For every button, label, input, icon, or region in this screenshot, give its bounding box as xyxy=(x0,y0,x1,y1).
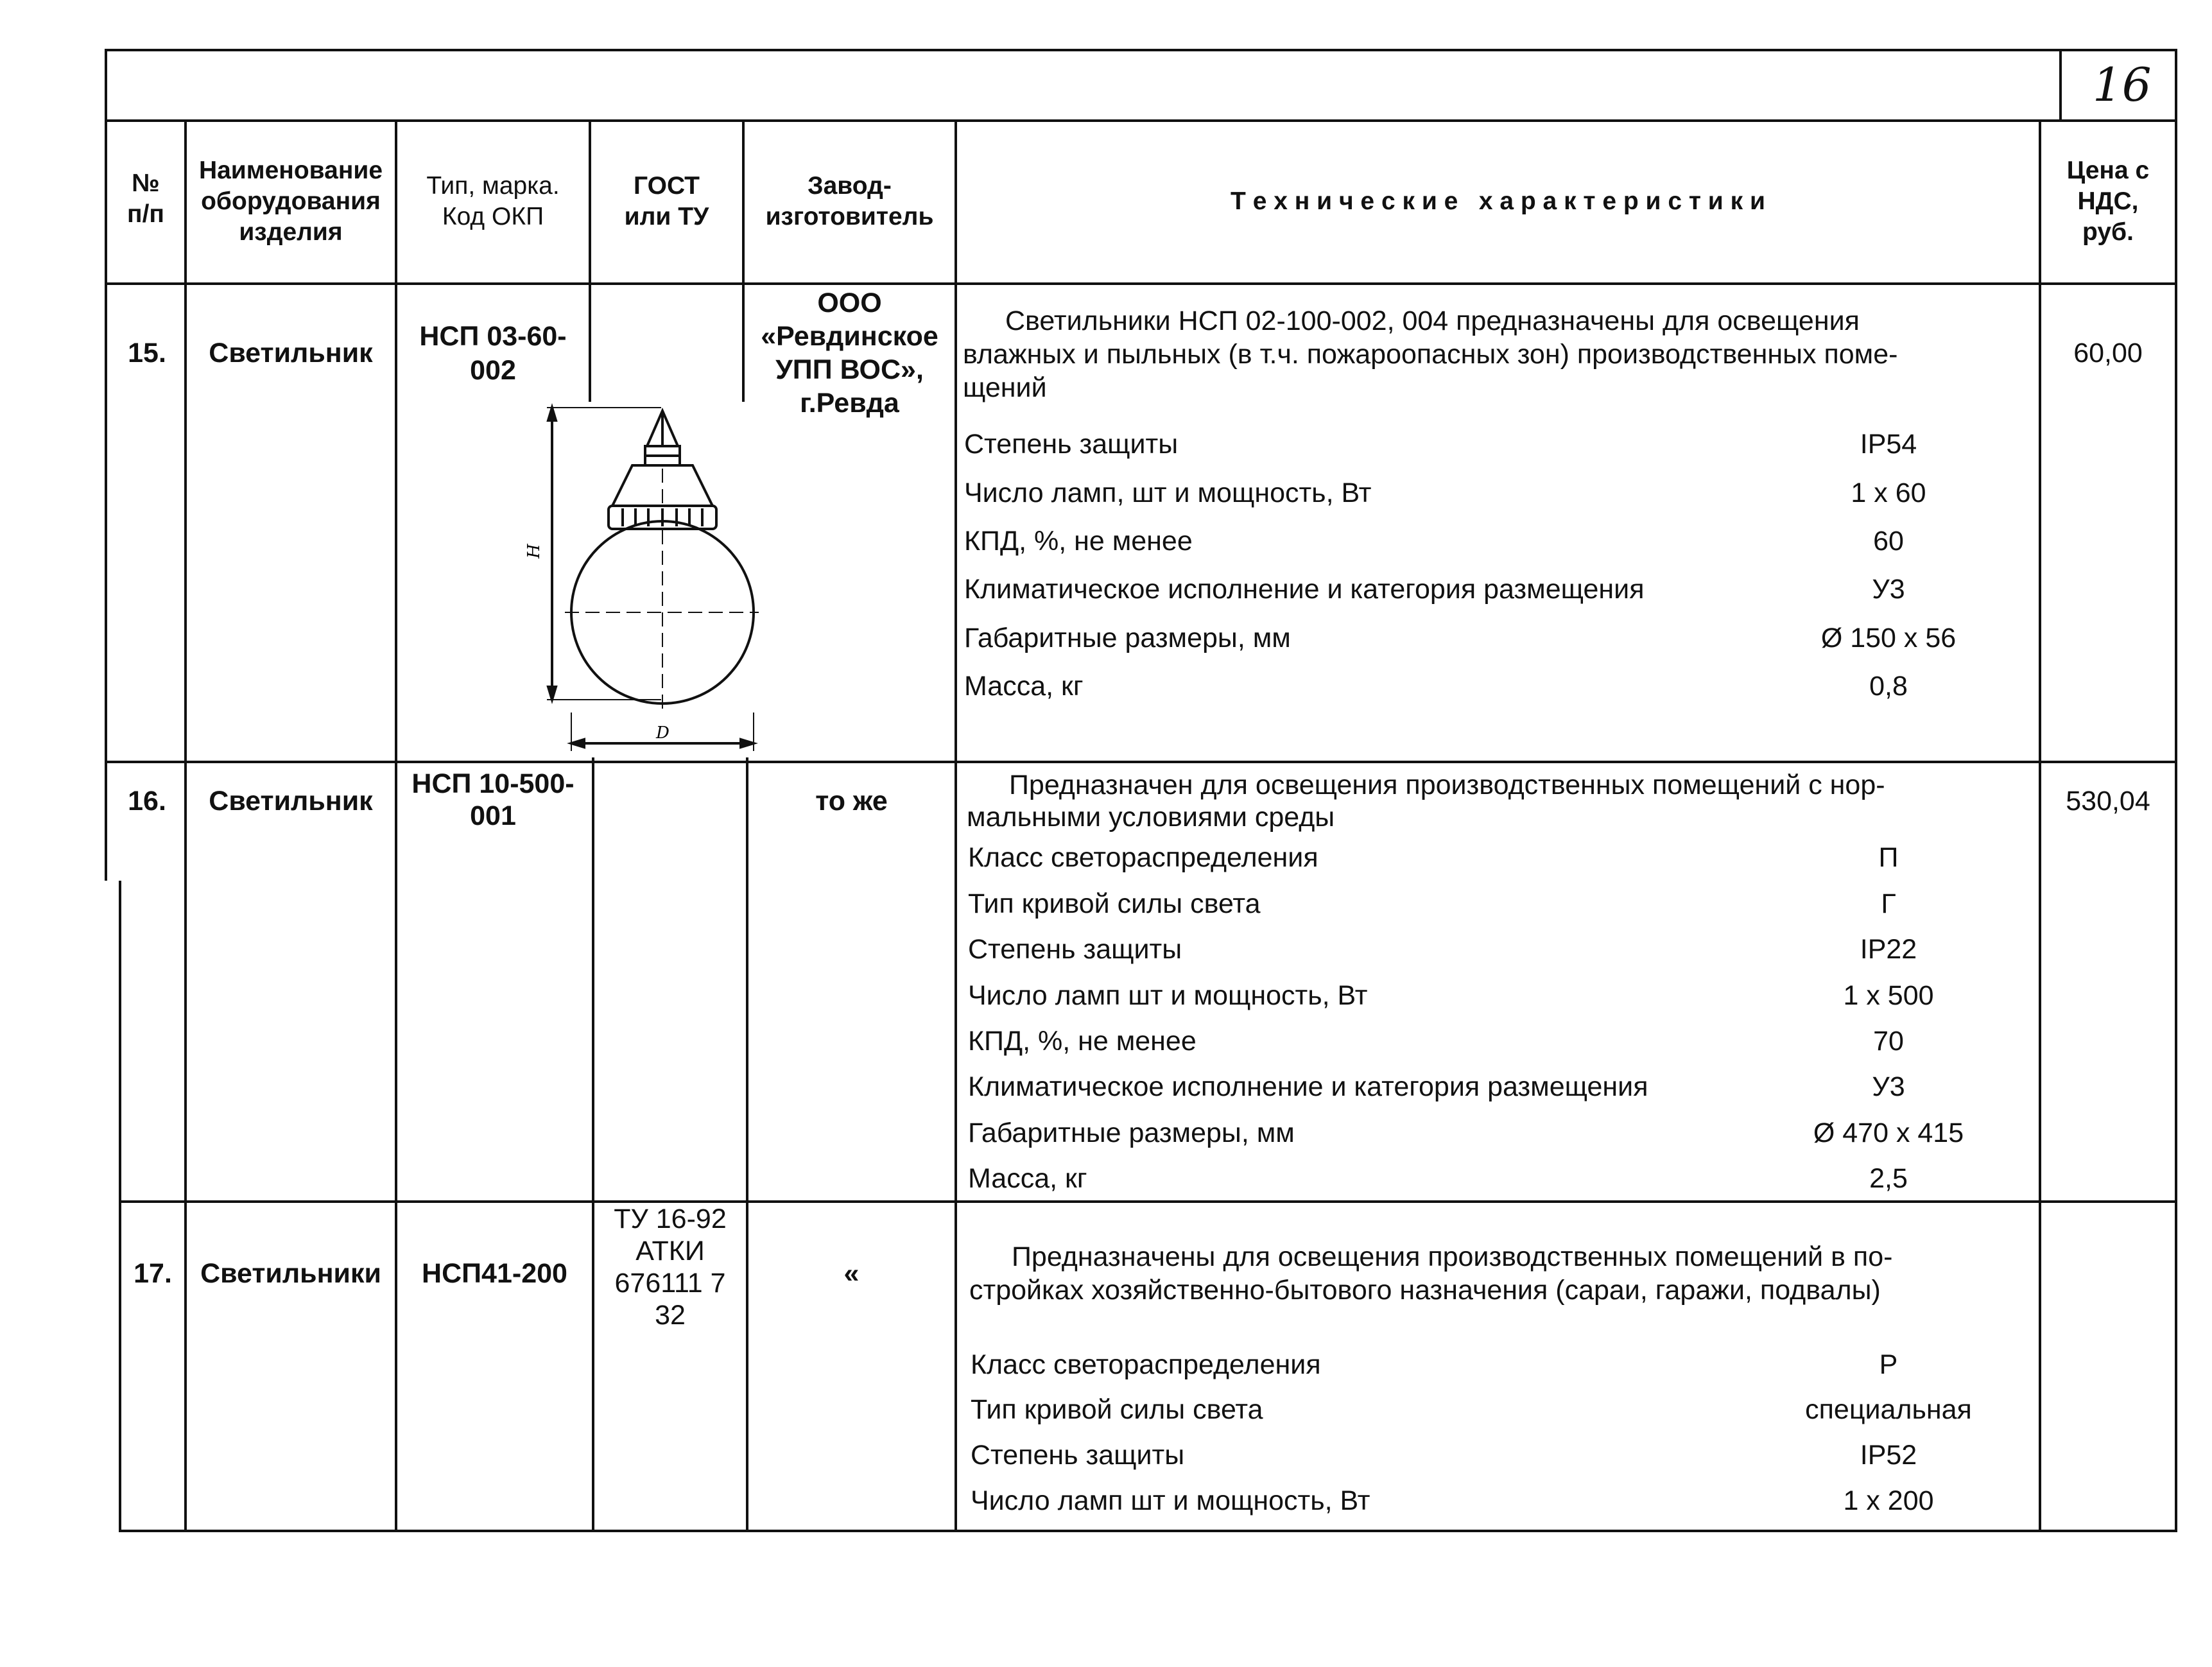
row17-num: 17. xyxy=(134,1258,172,1289)
header-type: Тип, марка. Код ОКП xyxy=(426,172,560,230)
row15-spec-label-1: Число ламп, шт и мощность, Вт xyxy=(964,478,1372,508)
page-number: 16 xyxy=(2093,58,2152,112)
row15-type: НСП 03-60- 002 xyxy=(419,321,567,386)
row16-spec-value-7: 2,5 xyxy=(1869,1163,1908,1194)
row16-spec-label-4: КПД, %, не менее xyxy=(968,1026,1197,1057)
row16-spec-value-4: 70 xyxy=(1873,1026,1904,1057)
drawing-label-d: D xyxy=(656,723,670,743)
row-sep-15-16 xyxy=(105,761,2177,763)
col-sep-3 xyxy=(589,119,591,402)
row16-price: 530,04 xyxy=(2066,786,2150,816)
row17-spec-label-0: Класс светораспределения xyxy=(971,1349,1321,1380)
col-sep-5 xyxy=(955,119,957,1532)
frame-left xyxy=(105,119,107,881)
row15-spec-value-4: Ø 150 x 56 xyxy=(1820,623,1957,653)
frame-left-lower xyxy=(119,881,121,1532)
header-bottom-line xyxy=(105,282,2177,285)
drawing-label-h: H xyxy=(524,544,544,558)
row16-spec-value-6: Ø 470 x 415 xyxy=(1813,1118,1964,1148)
row15-name: Светильник xyxy=(209,338,373,368)
row16-spec-value-0: П xyxy=(1878,842,1899,873)
row15-spec-label-0: Степень защиты xyxy=(964,429,1179,460)
row15-spec-value-1: 1 x 60 xyxy=(1851,478,1926,508)
row17-name: Светильники xyxy=(200,1258,381,1289)
row17-spec-value-1: специальная xyxy=(1805,1394,1972,1425)
row15-price: 60,00 xyxy=(2073,338,2143,368)
row16-maker: то же xyxy=(815,786,888,816)
row16-num: 16. xyxy=(128,786,166,816)
row17-spec-label-1: Тип кривой силы света xyxy=(971,1394,1263,1425)
row16-spec-label-3: Число ламп шт и мощность, Вт xyxy=(968,980,1368,1011)
row17-spec-value-3: 1 x 200 xyxy=(1843,1485,1934,1516)
row17-gost: ТУ 16-92 АТКИ 676111 7 32 xyxy=(614,1204,727,1331)
row16-spec-label-7: Масса, кг xyxy=(968,1163,1087,1194)
row17-desc: Предназначены для освещения производственных помещений в по- стройках хозяйственно-бытового назначения (сараи, гаражи, подвалы) xyxy=(969,1241,1893,1306)
row15-spec-label-3: Климатическое исполнение и категория размещения xyxy=(964,574,1645,605)
row16-spec-value-1: Г xyxy=(1881,888,1896,919)
row16-spec-label-6: Габаритные размеры, мм xyxy=(968,1118,1295,1148)
header-num: № п/п xyxy=(127,169,164,228)
row16-type: НСП 10-500- 001 xyxy=(411,768,575,831)
row16-spec-value-3: 1 x 500 xyxy=(1843,980,1934,1011)
header-name: Наименование оборудования изделия xyxy=(198,157,383,246)
row15-spec-value-3: У3 xyxy=(1872,574,1905,605)
col-sep-1 xyxy=(184,119,187,1532)
row-sep-16-17 xyxy=(119,1200,2177,1203)
row15-desc: Светильники НСП 02-100-002, 004 предназначены для освещения влажных и пыльных (в т.ч. пожароопасных зон) производственных поме- щений xyxy=(963,306,1898,403)
row16-desc: Предназначен для освещения производственных помещений с нор- мальными условиями среды xyxy=(967,770,1885,833)
row16-spec-label-1: Тип кривой силы света xyxy=(968,888,1261,919)
row15-spec-value-0: IP54 xyxy=(1860,429,1917,460)
row16-spec-label-2: Степень защиты xyxy=(968,934,1182,965)
header-gost: ГОСТ или ТУ xyxy=(624,172,709,230)
row15-spec-label-2: КПД, %, не менее xyxy=(964,526,1193,557)
page-num-divider xyxy=(2059,49,2062,122)
row15-maker: ООО «Ревдинское УПП ВОС», г.Ревда xyxy=(761,288,938,419)
row16-spec-value-5: У3 xyxy=(1872,1071,1905,1102)
frame-left-top xyxy=(105,49,107,122)
row15-num: 15. xyxy=(128,338,166,368)
frame-right-top xyxy=(2175,49,2177,122)
row17-spec-value-0: Р xyxy=(1879,1349,1898,1380)
header-maker: Завод- изготовитель xyxy=(765,172,934,230)
row17-type: НСП41-200 xyxy=(422,1258,567,1289)
col-sep-4b xyxy=(746,757,748,1532)
row16-spec-label-0: Класс светораспределения xyxy=(968,842,1318,873)
row17-maker: « xyxy=(843,1258,860,1289)
row17-spec-label-3: Число ламп шт и мощность, Вт xyxy=(971,1485,1370,1516)
col-sep-3b xyxy=(592,757,594,1532)
row17-spec-value-2: IP52 xyxy=(1860,1440,1917,1471)
row16-spec-value-2: IP22 xyxy=(1860,934,1917,965)
row16-spec-label-5: Климатическое исполнение и категория размещения xyxy=(968,1071,1648,1102)
row17-spec-label-2: Степень защиты xyxy=(971,1440,1185,1471)
header-price: Цена с НДС, руб. xyxy=(2066,157,2150,246)
luminaire-drawing xyxy=(520,392,777,764)
col-sep-6 xyxy=(2039,119,2041,1532)
row15-spec-label-4: Габаритные размеры, мм xyxy=(964,623,1291,653)
row15-spec-value-5: 0,8 xyxy=(1869,671,1908,702)
row15-spec-label-5: Масса, кг xyxy=(964,671,1084,702)
header-top-line xyxy=(105,119,2177,122)
frame-right xyxy=(2175,119,2177,1532)
frame-top-line xyxy=(105,49,2177,51)
header-tech: Т е х н и ч е с к и е х а р а к т е р и с т и к и xyxy=(1231,187,1765,215)
row16-name: Светильник xyxy=(209,786,373,816)
table-bottom-line xyxy=(119,1530,2177,1532)
row15-spec-value-2: 60 xyxy=(1873,526,1904,557)
